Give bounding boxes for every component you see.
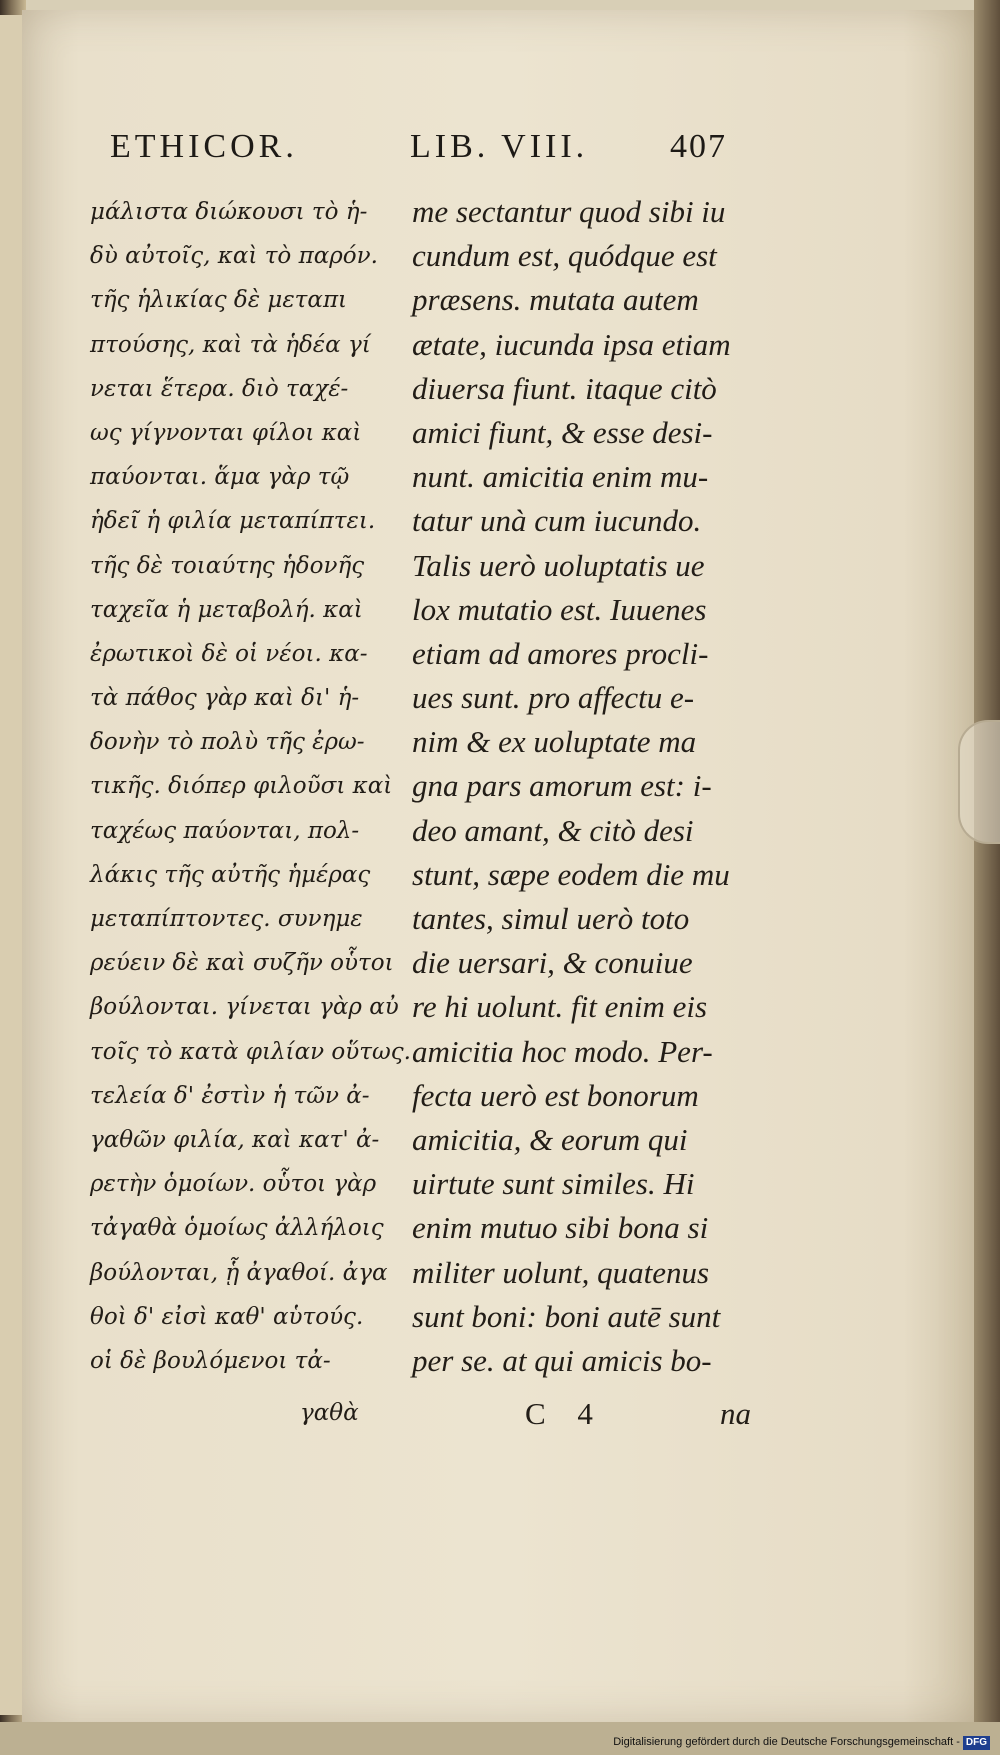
latin-text-line: me sectantur quod sibi iu xyxy=(412,194,726,229)
greek-text-line: δονὴν τὸ πολὺ τῆς ἐρω- xyxy=(90,729,365,756)
greek-text-line: βούλονται. γίνεται γὰρ αὐ xyxy=(90,994,399,1021)
latin-text-line: tantes, simul uerò toto xyxy=(412,901,690,936)
greek-text-line: ταχεῖα ἡ μεταβολή. καὶ xyxy=(90,596,363,623)
latin-text-line: re hi uolunt. fit enim eis xyxy=(412,989,708,1025)
latin-text-line: lox mutatio est. Iuuenes xyxy=(412,591,707,627)
greek-text-line: ἡδεῖ ἡ φιλία μεταπίπτει. xyxy=(90,508,376,535)
greek-text-line: τικῆς. διόπερ φιλοῦσι καὶ xyxy=(90,773,393,800)
greek-column xyxy=(90,190,411,1383)
digitization-attribution xyxy=(590,1733,990,1751)
greek-text-line: μεταπίπτοντες. συνημε xyxy=(90,906,363,932)
greek-text-line: ταχέως παύονται, πολ- xyxy=(90,817,360,844)
greek-text-line: οἱ δὲ βουλόμενοι τἀ- xyxy=(90,1347,331,1374)
greek-text-line: λάκις τῆς αὐτῆς ἡμέρας xyxy=(90,861,371,888)
greek-text-line: νεται ἕτερα. διὸ ταχέ- xyxy=(90,375,349,402)
latin-text-line: uirtute sunt similes. Hi xyxy=(412,1166,695,1202)
greek-text-line: δὺ αὐτοῖς, καὶ τὸ παρόν. xyxy=(90,243,378,270)
latin-text-line: ætate, iucunda ipsa etiam xyxy=(412,326,731,362)
latin-text-line: amici fiunt, & esse desi- xyxy=(412,414,713,450)
latin-column xyxy=(412,190,762,1383)
greek-text-line: τῆς ἡλικίας δὲ μεταπι xyxy=(90,287,348,314)
greek-catchword: γαθὰ xyxy=(300,1400,359,1426)
latin-text-line: sunt boni: boni autē sunt xyxy=(412,1298,721,1334)
latin-text-line: nunt. amicitia enim mu- xyxy=(412,459,709,495)
latin-text-line: nim & ex uoluptate ma xyxy=(412,724,697,760)
latin-text-line: deo amant, & citò desi xyxy=(412,812,694,848)
latin-text-line: stunt, sæpe eodem die mu xyxy=(412,856,730,892)
latin-text-line: amicitia hoc modo. Per- xyxy=(412,1033,713,1069)
greek-text-line: ἐρωτικοὶ δὲ οἱ νέοι. κα- xyxy=(90,640,368,667)
greek-text-line: τῆς δὲ τοιαύτης ἡδονῆς xyxy=(90,552,365,579)
greek-text-line: ρεύειν δὲ καὶ συζῆν οὗτοι xyxy=(90,950,394,977)
greek-text-line: γαθῶν φιλία, καὶ κατ' ἀ- xyxy=(90,1126,380,1153)
latin-text-line: amicitia, & eorum qui xyxy=(412,1121,688,1157)
book-number: LIB. VIII. xyxy=(410,128,589,165)
latin-text-line: enim mutuo sibi bona si xyxy=(412,1210,709,1246)
latin-text-line: Talis uerò uoluptatis ue xyxy=(412,547,705,583)
latin-text-line: gna pars amorum est: i- xyxy=(412,768,712,804)
greek-text-line: ως γίγνονται φίλοι καὶ xyxy=(90,419,362,446)
latin-text-line: per se. at qui amicis bo- xyxy=(412,1342,712,1378)
dfg-logo: DFG xyxy=(963,1736,990,1750)
greek-text-line: τελεία δ' ἐστὶν ἡ τῶν ἀ- xyxy=(90,1082,370,1109)
greek-text-line: τὰ πάθος γὰρ καὶ δι' ἡ- xyxy=(90,685,360,712)
greek-text-line: βούλονται, ᾗ ἀγαθοί. ἀγα xyxy=(90,1259,388,1286)
latin-text-line: diuersa fiunt. itaque citò xyxy=(412,370,717,406)
signature-mark: C 4 xyxy=(525,1396,605,1431)
running-title: ETHICOR. xyxy=(110,128,298,165)
attribution-text: Digitalisierung gefördert durch die Deutsche Forschungsgemeinschaft - xyxy=(613,1736,960,1748)
scan-right-edge xyxy=(974,0,1000,1755)
latin-text-line: militer uolunt, quatenus xyxy=(412,1254,710,1290)
page-clip-mark xyxy=(958,720,1000,844)
running-header xyxy=(110,128,750,178)
greek-text-line: παύονται. ἅμα γὰρ τῷ xyxy=(90,464,350,491)
latin-text-line: fecta uerò est bonorum xyxy=(412,1077,699,1113)
latin-text-line: tatur unà cum iucundo. xyxy=(412,503,702,539)
greek-text-line: μάλιστα διώκουσι τὸ ἡ- xyxy=(90,199,368,225)
greek-text-line: τοῖς τὸ κατὰ φιλίαν οὕτως. xyxy=(90,1038,411,1065)
greek-text-line: τἀγαθὰ ὁμοίως ἀλλήλοις xyxy=(90,1215,384,1242)
page-number: 407 xyxy=(670,128,727,165)
greek-text-line: πτούσης, καὶ τὰ ἡδέα γί xyxy=(90,331,371,358)
latin-catchword: na xyxy=(720,1396,751,1431)
latin-text-line: die uersari, & conuiue xyxy=(412,945,693,981)
greek-text-line: ρετὴν ὁμοίων. οὗτοι γὰρ xyxy=(90,1171,377,1198)
latin-text-line: præsens. mutata autem xyxy=(412,282,699,318)
latin-text-line: ues sunt. pro affectu e- xyxy=(412,680,695,716)
latin-text-line: cundum est, quódque est xyxy=(412,238,717,274)
latin-text-line: etiam ad amores procli- xyxy=(412,635,709,671)
previous-page-edge xyxy=(0,15,24,1715)
greek-text-line: θοὶ δ' εἰσὶ καθ' αὑτούς. xyxy=(90,1303,364,1330)
